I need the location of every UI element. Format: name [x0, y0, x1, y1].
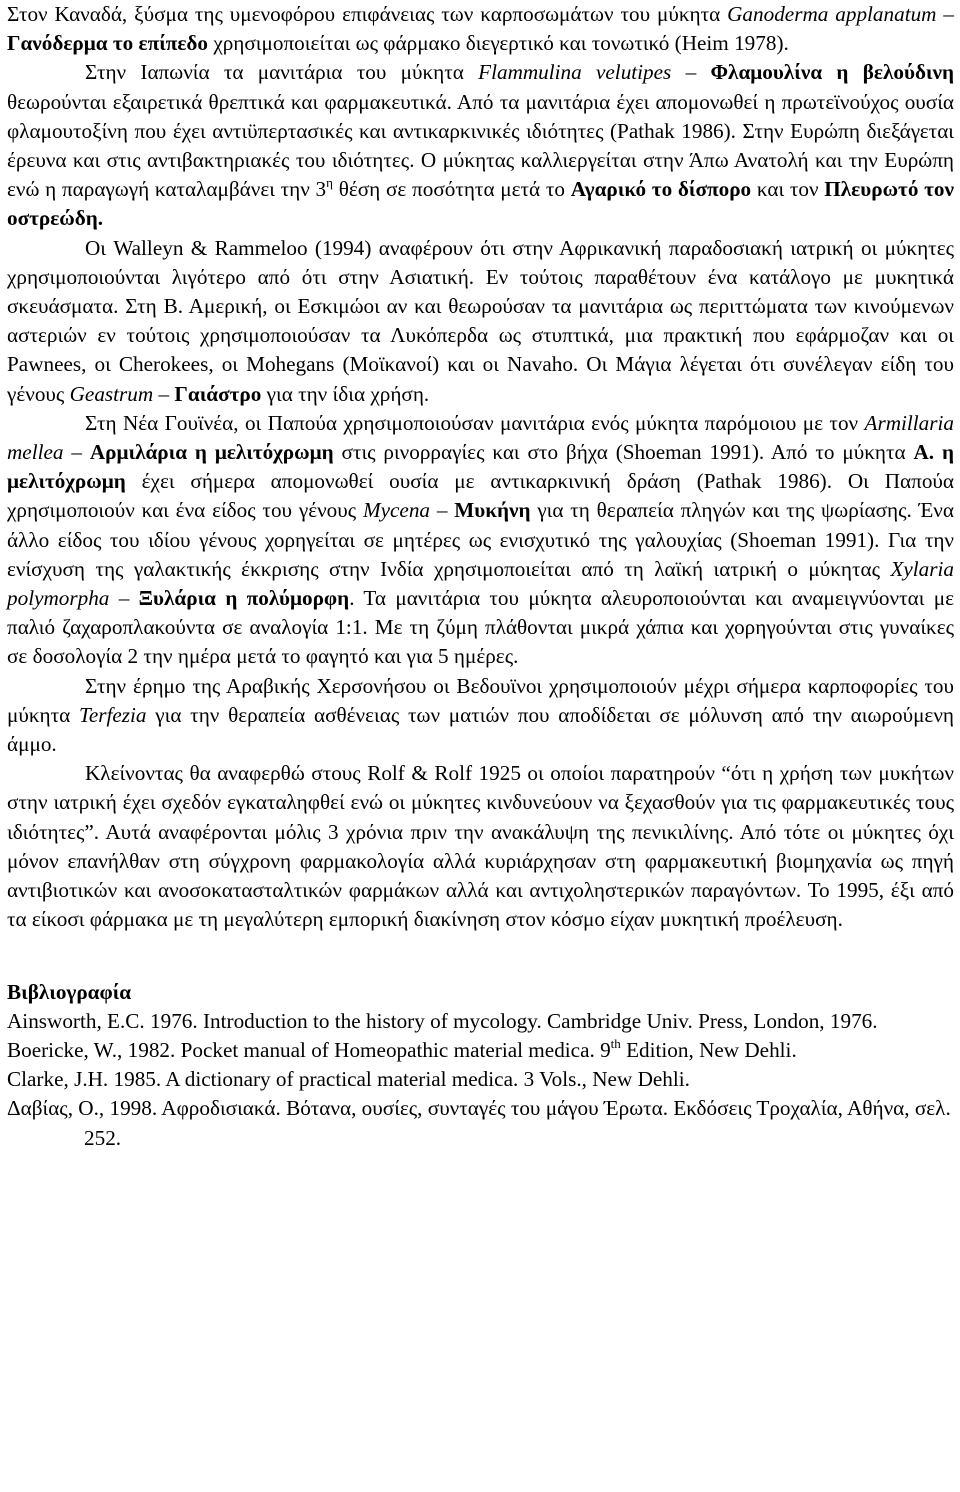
- text-run: και τον: [751, 177, 825, 202]
- bold-text: Πλευρωτό τον οστρεώδη.: [7, 177, 954, 231]
- reference-clarke: [7, 1065, 954, 1094]
- bold-text: Αρμιλάρια η μελιτόχρωμη: [89, 440, 334, 465]
- bold-text: Αγαρικό το δίσπορο: [570, 177, 752, 202]
- text-run: Boericke, W., 1982. Pocket manual of Homeopathic material medica. 9: [7, 1037, 611, 1062]
- italic-text: Geastrum: [69, 381, 154, 406]
- text-run: στις ρινορραγίες και στο βήχα (Shoeman 1991). Από το μύκητα: [333, 440, 914, 465]
- paragraph-canada: [7, 0, 954, 58]
- text-run: θέση σε ποσότητα μετά το: [332, 177, 571, 202]
- text-run: Στον Καναδά, ξύσμα της υμενοφόρου επιφάνειας των καρποσωμάτων του μύκητα: [7, 2, 728, 26]
- bold-text: Γαιάστρο: [174, 381, 262, 406]
- paragraph-new-guinea: [7, 409, 954, 672]
- text-run: χρησιμοποιείται ως φάρμακο διεγερτικό και τονωτικό (Heim 1978).: [208, 31, 789, 56]
- paragraph-conclusion: [7, 759, 954, 934]
- text-run: Στη Νέα Γουϊνέα, οι Παπούα χρησιμοποιούσαν μανιτάρια ενός μύκητα παρόμοιου με τον: [85, 410, 865, 435]
- italic-text: Xylaria polymorpha: [7, 556, 954, 611]
- text-run: . Τα μανιτάρια του μύκητα αλευροποιούνται και αναμειγνύονται με παλιό ζαχαροπλακούντα σε αναλογία 1:1. Με τη ζύμη πλάθονται μικρά χάπια και χορηγούνται στις γυναίκες σε δοσολογία 2 την ημέρα μετά το φαγητό και για 5 ημέρες.: [7, 586, 954, 669]
- text-run: για την ίδια χρήση.: [261, 381, 430, 406]
- bold-text: Γανόδερμα το επίπεδο: [7, 31, 209, 56]
- text-run: Δαβίας, Ο., 1998. Αφροδισιακά. Βότανα, ουσίες, συνταγές του μάγου Έρωτα. Εκδόσεις Τροχαλία, Αθήνα, σελ. 252.: [7, 1096, 951, 1150]
- reference-boericke: [7, 1036, 954, 1065]
- text-run: Ainsworth, E.C. 1976. Introduction to the history of mycology. Cambridge Univ. Press, London, 1976.: [7, 1008, 878, 1033]
- italic-text: Armillaria mellea: [7, 410, 954, 465]
- text-run: έχει σήμερα απομονωθεί ουσία με αντικαρκινική δράση (Pathak 1986). Οι Παπούα χρησιμοποιούν και ένα είδος του γένους: [7, 469, 954, 523]
- superscript-text: th: [610, 1035, 621, 1051]
- text-run: Clarke, J.H. 1985. A dictionary of practical material medica. 3 Vols., New Dehli.: [7, 1067, 690, 1092]
- text-run: θεωρούνται εξαιρετικά θρεπτικά και φαρμακευτικά. Από τα μανιτάρια έχει απομονωθεί η πρωτεϊνούχος ουσία φλαμουτοξίνη που έχει αντιϋπερτασικές και αντικαρκινικές ιδιότητες (Pathak 1986). Στην Ευρώπη διεξάγεται έρευνα και στις αντιβακτηριακές του ιδιότητες. Ο μύκητας καλλιεργείται στην Άπω Ανατολή και την Ευρώπη ενώ η παραγωγή καταλαμβάνει την 3: [7, 89, 954, 202]
- text-run: Οι Walleyn & Rammeloo (1994) αναφέρουν ότι στην Αφρικανική παραδοσιακή ιατρική οι μύκητες χρησιμοποιούνται λιγότερο από ότι στην Ασιατική. Εν τούτοις παραθέτουν ένα κατάλογο με μυκητικά σκευάσματα. Στη Β. Αμερική, οι Εσκιμώοι αν και θεωρούσαν τα μανιτάρια ως περιττώματα των κινούμενων αστεριών εν τούτοις χρησιμοποιούσαν τα Λυκόπερδα ως στυπτικά, μια πρακτική που εφάρμοζαν και οι Pawnees, οι Cherokees, οι Mohegans (Μοϊκανοί) και οι Navaho. Οι Μάγια λέγεται ότι συνέλεγαν είδη του γένους: [7, 235, 954, 406]
- bibliography-heading: Βιβλιογραφία: [7, 979, 132, 1004]
- bibliography-section: [7, 978, 954, 1153]
- italic-text: Ganoderma applanatum: [727, 2, 937, 26]
- text-run: –: [63, 440, 90, 465]
- reference-davias: [7, 1094, 954, 1152]
- text-run: –: [109, 586, 139, 611]
- text-run: για την θεραπεία ασθένειας των ματιών που αποδίδεται σε μόλυνση από την αιωρούμενη άμμο.: [7, 702, 954, 757]
- body-text: [7, 0, 954, 935]
- italic-text: Flammulina velutipes: [478, 60, 672, 85]
- paragraph-japan: [7, 58, 954, 233]
- superscript-text: η: [326, 175, 333, 191]
- text-run: –: [153, 381, 175, 406]
- paragraph-arabia: [7, 672, 954, 760]
- reference-ainsworth: [7, 1007, 954, 1036]
- text-run: Στην έρημο της Αραβικής Χερσονήσου οι Βεδουϊνοι χρησιμοποιούν μέχρι σήμερα καρποφορίες του μύκητα: [7, 673, 954, 727]
- italic-text: Terfezia: [78, 702, 147, 727]
- italic-text: Mycena: [362, 498, 431, 523]
- text-run: Στην Ιαπωνία τα μανιτάρια του μύκητα: [85, 60, 479, 85]
- text-run: –: [671, 60, 711, 85]
- text-run: –: [430, 498, 455, 523]
- bold-text: Α. η μελιτόχρωμη: [7, 440, 954, 494]
- bold-text: Φλαμουλίνα η βελούδινη: [710, 60, 955, 85]
- bold-text: Ξυλάρια η πολύμορφη: [138, 586, 350, 611]
- text-run: Edition, New Dehli.: [620, 1037, 797, 1062]
- paragraph-africa-america: [7, 234, 954, 409]
- bold-text: Μυκήνη: [454, 498, 531, 523]
- text-run: –: [936, 2, 955, 26]
- text-run: Κλείνοντας θα αναφερθώ στους Rolf & Rolf 1925 οι οποίοι παρατηρούν “ότι η χρήση των μυκήτων στην ιατρική έχει σχεδόν εγκαταληφθεί ενώ οι μύκητες κινδυνεύουν να ξεχασθούν για τις φαρμακευτικές τους ιδιότητες”. Αυτά αναφέρονται μόλις 3 χρόνια πριν την ανακάλυψη της πενικιλίνης. Από τότε οι μύκητες όχι μόνον επανήλθαν στη σύγχρονη φαρμακολογία αλλά κυριάρχησαν στη φαρμακευτική βιομηχανία ως πηγή αντιβιοτικών και ανοσοκατασταλτικών φαρμάκων αλλά και αντιχοληστερικών παραγόντων. Το 1995, έξι από τα είκοσι φάρμακα με τη μεγαλύτερη εμπορική διακίνηση στον κόσμο είχαν μυκητική προέλευση.: [7, 761, 954, 932]
- text-run: για τη θεραπεία πληγών και της ψωρίασης. Ένα άλλο είδος του ιδίου γένους χορηγείται σε μητέρες ως ενισχυτικό της γαλουχίας (Shoeman 1991). Για την ενίσχυση της γαλακτικής έκκρισης στην Ινδία χρησιμοποιείται από τη λαϊκή ιατρική ο μύκητας: [7, 498, 954, 581]
